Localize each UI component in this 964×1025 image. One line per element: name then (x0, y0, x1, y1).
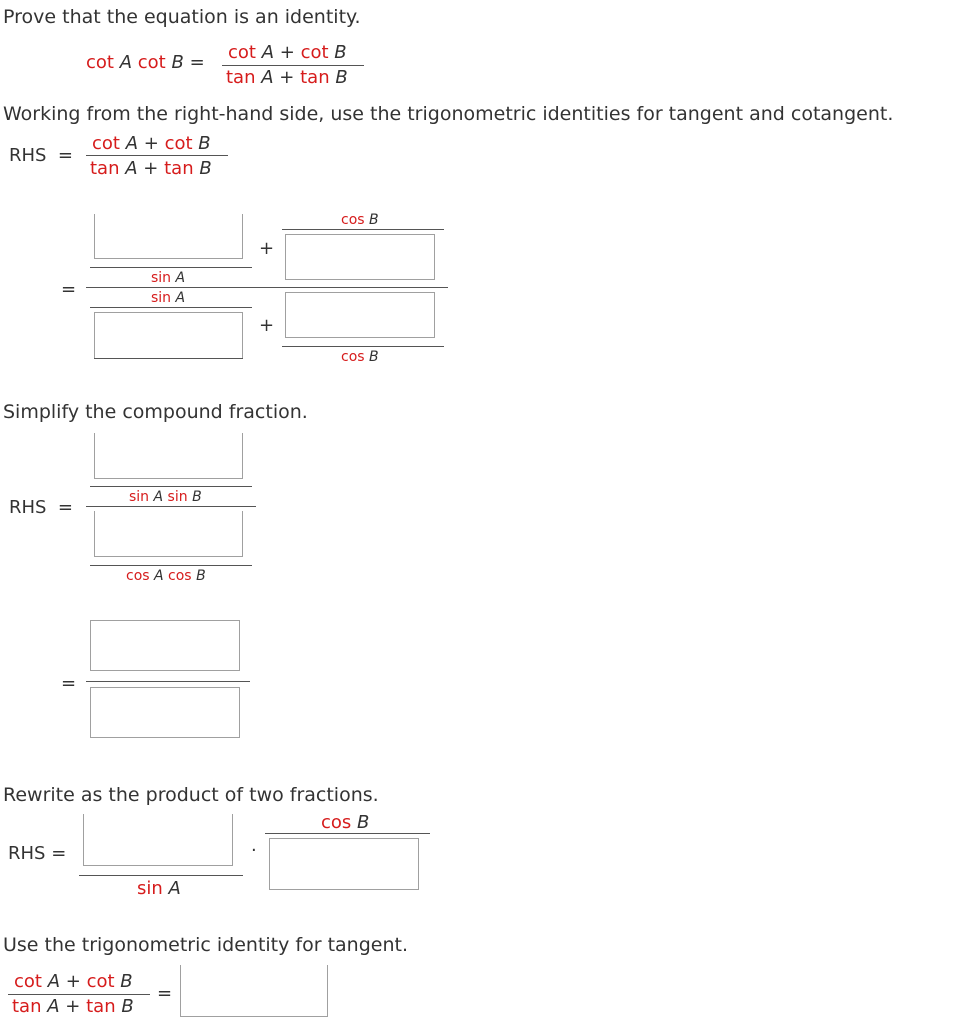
step1-main-fraction-bar (86, 287, 448, 288)
step1-instruction: Working from the right-hand side, use the trigonometric identities for tangent and cotangent. (3, 103, 894, 125)
step1-bottom-left-numerator: sin A (151, 290, 186, 306)
step1-equals: = (61, 279, 77, 300)
step2-instruction: Simplify the compound fraction. (3, 401, 308, 423)
step4-equals: = (157, 983, 173, 1004)
step1-top-right-numerator: cos B (341, 212, 379, 228)
step3-right-fraction-bar (265, 833, 430, 834)
step2-top-numerator-input[interactable] (94, 433, 243, 479)
step2-bottom-fraction-bar (90, 565, 252, 566)
step2b-denominator-input[interactable] (90, 687, 240, 738)
rhs-fraction-bar (86, 155, 228, 156)
step3-left-numerator-input[interactable] (83, 814, 233, 866)
equation-lhs: cot A cot B = (86, 52, 205, 73)
step1-top-right-denominator-input[interactable] (285, 234, 435, 280)
step1-bottom-right-fraction-bar (282, 346, 444, 347)
step1-bottom-plus: + (259, 315, 275, 336)
equation-numerator: cot A + cot B (228, 42, 347, 63)
step2-rhs-label: RHS = (9, 497, 74, 518)
step1-top-left-denominator: sin A (151, 270, 186, 286)
equation-fraction-bar (222, 65, 364, 66)
step3-left-fraction-bar (79, 875, 243, 876)
step2-bottom-numerator-input[interactable] (94, 511, 243, 557)
step2b-fraction-bar (86, 681, 250, 682)
step3-dot: · (251, 840, 257, 861)
step3-left-denominator: sin A (137, 878, 181, 899)
step2-bottom-denominator: cos A cos B (126, 568, 206, 584)
step2b-numerator-input[interactable] (90, 620, 240, 671)
step3-instruction: Rewrite as the product of two fractions. (3, 784, 379, 806)
step4-answer-input[interactable] (180, 965, 328, 1017)
step1-top-left-numerator-input[interactable] (94, 214, 243, 259)
step3-rhs-label: RHS = (8, 843, 67, 864)
equation-denominator: tan A + tan B (226, 67, 348, 88)
step2-top-fraction-bar (90, 486, 252, 487)
step1-bottom-right-numerator-input[interactable] (285, 292, 435, 338)
step2b-equals: = (61, 673, 77, 694)
step4-instruction: Use the trigonometric identity for tangent. (3, 934, 408, 956)
step1-top-plus: + (259, 238, 275, 259)
step1-bottom-left-box-bottom-rule (94, 358, 243, 359)
step1-top-left-fraction-bar (90, 267, 252, 268)
step1-bottom-right-denominator: cos B (341, 349, 379, 365)
step2-main-fraction-bar (86, 506, 256, 507)
step4-fraction-bar (8, 994, 150, 995)
step2-top-denominator: sin A sin B (129, 489, 202, 505)
step3-right-denominator-input[interactable] (269, 838, 419, 890)
step4-numerator: cot A + cot B (14, 971, 133, 992)
step4-denominator: tan A + tan B (12, 996, 134, 1017)
step1-bottom-left-denominator-input[interactable] (94, 312, 243, 358)
rhs-numerator: cot A + cot B (92, 133, 211, 154)
step3-right-numerator: cos B (321, 812, 370, 833)
prompt-text: Prove that the equation is an identity. (3, 6, 361, 28)
rhs-label: RHS = (9, 145, 74, 166)
step1-bottom-left-fraction-bar (90, 307, 252, 308)
rhs-denominator: tan A + tan B (90, 158, 212, 179)
step1-top-right-fraction-bar (282, 229, 444, 230)
